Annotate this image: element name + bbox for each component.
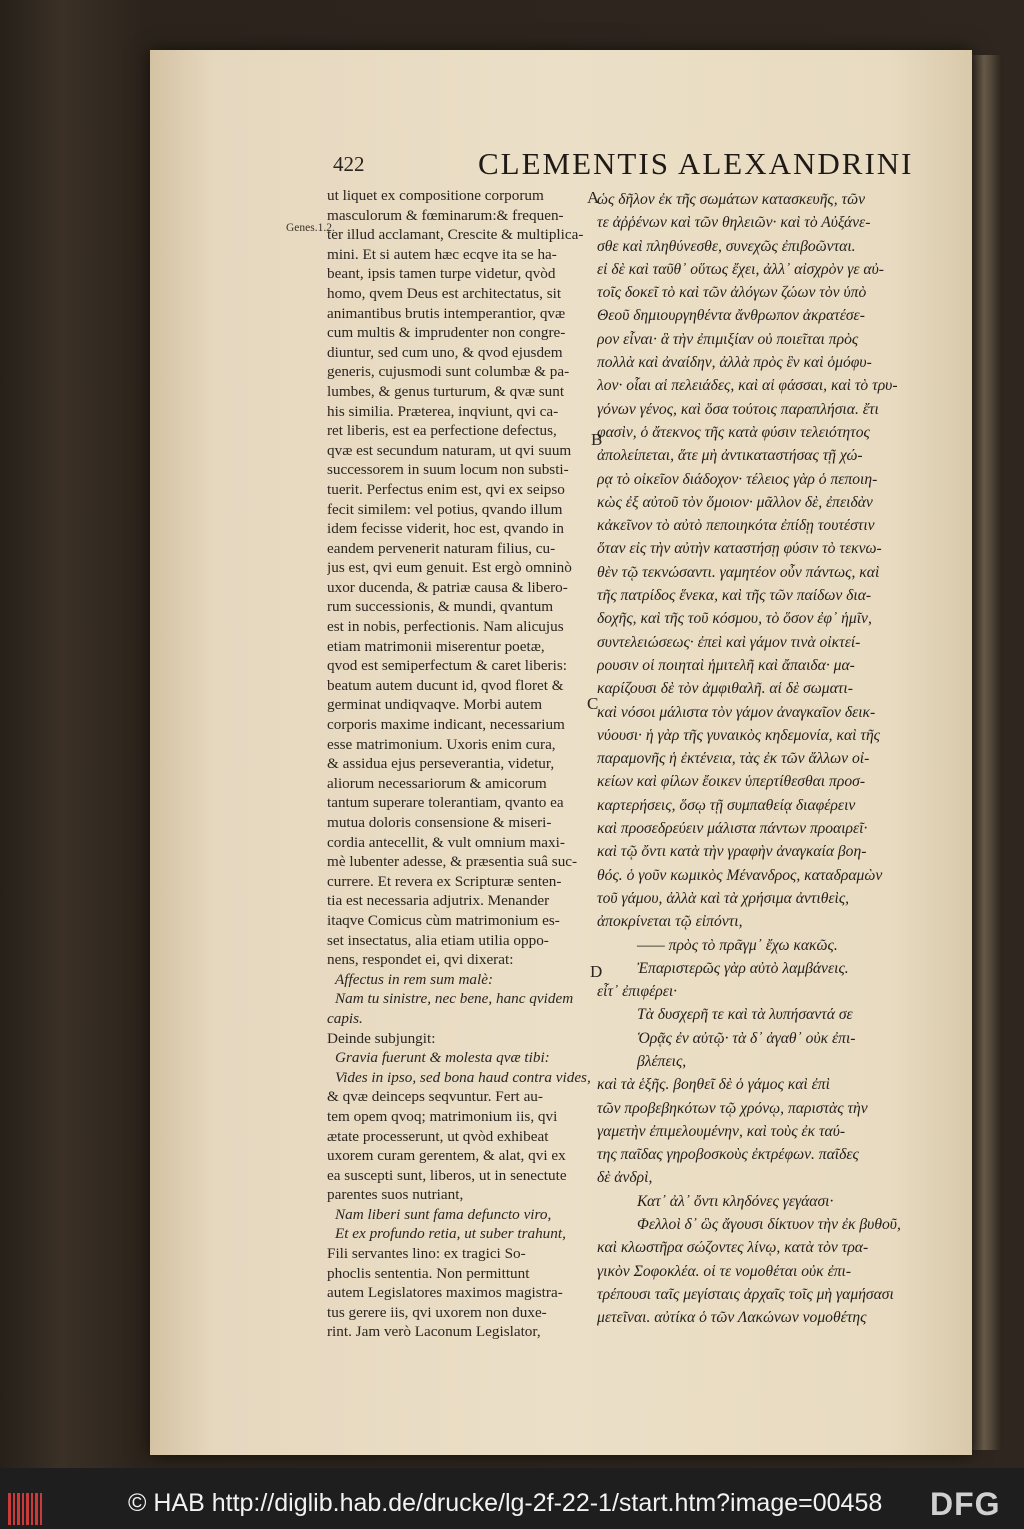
latin-line: cordia antecellit, & vult omnium maxi- (327, 833, 565, 851)
greek-line: δὲ ἀνδρὶ, (597, 1169, 653, 1187)
latin-line: mini. Et si autem hæc ecqve ita se ha- (327, 245, 557, 263)
greek-line: της παῖδας γηροβοσκοὺς ἐκτρέφων. παῖδες (597, 1146, 859, 1164)
latin-line: qvæ est secundum naturam, ut qvi suum (327, 441, 572, 459)
greek-line: λον· οἷαι αἱ πελειάδες, καὶ αἱ φάσσαι, καὶ τὸ τρυ- (597, 377, 898, 395)
latin-line: autem Legislatores maximos magistra- (327, 1284, 563, 1302)
greek-line: τοῖς δοκεῖ τὸ καὶ τῶν ἀλόγων ζώων τὸν ὑπὸ (597, 284, 867, 302)
latin-line: currere. Et revera ex Scripturæ senten- (327, 872, 562, 890)
latin-line: Vides in ipso, sed bona haud contra vides, (335, 1068, 591, 1086)
latin-line: nens, respondet ei, qvi dixerat: (327, 951, 514, 969)
latin-line: masculorum & fœminarum:& frequen- (327, 206, 564, 224)
greek-line: Κατ᾽ ἀλ᾽ ὄντι κληδόνες γεγάασι· (637, 1192, 834, 1210)
greek-line: καὶ κλωστῆρα σώζοντες λίνῳ, κατὰ τὸν τρα- (597, 1239, 869, 1257)
latin-line: esse matrimonium. Uxoris enim cura, (327, 735, 556, 753)
greek-line: καὶ τῷ ὄντι κατὰ τὴν γραφὴν ἀναγκαία βοη- (597, 843, 867, 861)
latin-line: cum multis & imprudenter non congre- (327, 324, 566, 342)
greek-line: θὲν τῷ τεκνώσαντι. γαμητέον οὖν πάντως, καὶ (597, 563, 880, 581)
latin-line: beatum autem ducunt id, qvod floret & (327, 676, 564, 694)
latin-line: tuerit. Perfectus enim est, qvi ex seipso (327, 480, 565, 498)
latin-line: rum successionis, & mundi, qvantum (327, 598, 554, 616)
greek-line: τῆς πατρίδος ἕνεκα, καὶ τῆς τῶν παίδων δια- (597, 587, 872, 605)
latin-line: qvod est semiperfectum & caret liberis: (327, 657, 567, 675)
barcode-logo-icon (8, 1493, 48, 1525)
greek-line: Ἐπαριστερῶς γὰρ αὐτὸ λαμβάνεις. (637, 959, 849, 977)
latin-line: & qvæ deinceps seqvuntur. Fert au- (327, 1088, 543, 1106)
greek-column (597, 188, 942, 1330)
greek-line: πολλὰ καὶ ἀναίδην, ἀλλὰ πρὸς ἓν καὶ ὁμόφυ- (597, 354, 872, 372)
greek-line: Θεοῦ δημιουργηθέντα ἄνθρωπον ἀκρατέσε- (597, 307, 865, 325)
greek-line: ὅταν εἰς τὴν αὐτὴν καταστήσῃ φύσιν τὸ τεκνω- (597, 540, 882, 558)
running-title: CLEMENTIS ALEXANDRINI (478, 146, 914, 181)
greek-line: Τὰ δυσχερῆ τε καὶ τὰ λυπήσαντά σε (637, 1006, 853, 1024)
dfg-logo: DFG (930, 1486, 1001, 1522)
latin-line: mutua doloris consensione & miseri- (327, 814, 552, 831)
latin-line: tia est necessaria adjutrix. Menander (327, 892, 550, 910)
greek-line: παραμονῆς ἡ ἐκτένεια, τὰς ἐκ τῶν ἄλλων οἰ- (597, 750, 870, 768)
latin-line: parentes suos nutriant, (327, 1186, 464, 1204)
greek-line: καὶ τὰ ἑξῆς. βοηθεῖ δὲ ὁ γάμος καὶ ἐπὶ (597, 1076, 830, 1094)
latin-line: ut liquet ex compositione corporum (327, 187, 544, 204)
latin-line: uxor ducenda, & patriæ causa & libero- (327, 578, 568, 596)
latin-line: idem fecisse viderit, hoc est, qvando in (327, 520, 565, 538)
latin-line: fecit similem: vel potius, qvando illum (327, 500, 563, 518)
greek-line: γόνων γένος, καὶ ὅσα τούτοις παραπλήσια. ἔτι (597, 400, 879, 418)
latin-line: etiam matrimonii miserentur poetæ, (327, 637, 545, 655)
latin-line: beant, ipsis tamen turpe videtur, qvòd (327, 265, 556, 283)
latin-line: animantibus brutis intemperantior, qvæ (327, 304, 566, 322)
greek-line: κὼς ἐξ αὐτοῦ τὸν ὅμοιον· μᾶλλον δὲ, ἐπειδὰν (597, 493, 873, 511)
greek-line: καρτερήσεις, ὅσῳ τῇ συμπαθείᾳ διαφέρειν (597, 796, 856, 814)
greek-line: μετεῖναι. αὐτίκα ὁ τῶν Λακώνων νομοθέτης (597, 1309, 867, 1327)
greek-line: τοῦ γάμου, ἀλλὰ καὶ τὰ χρήσιμα ἀντιθεὶς, (597, 889, 850, 907)
latin-line: tem opem qvoq; matrimonium iis, qvi (327, 1107, 558, 1125)
greek-line: ἀποκρίνεται τῷ εἰπόντι, (597, 913, 743, 931)
latin-line: corporis maxime indicant, necessarium (327, 716, 565, 734)
greek-line: ὡς δῆλον ἐκ τῆς σωμάτων κατασκευῆς, τῶν (597, 191, 866, 208)
latin-line: his similia. Præterea, inqviunt, qvi ca- (327, 402, 559, 420)
latin-line: Gravia fuerunt & molesta qvæ tibi: (335, 1049, 550, 1067)
greek-line: Φελλοὶ δ᾽ ὣς ἄγουσι δίκτυον τὴν ἐκ βυθοῦ, (637, 1216, 901, 1234)
copyright-link[interactable]: © HAB http://diglib.hab.de/drucke/lg-2f-22-1/start.htm?image=00458 (128, 1489, 883, 1517)
latin-line: generis, cujusmodi sunt columbæ & pa- (327, 363, 570, 381)
greek-line: τρέπουσι ταῖς μεγίσταις ἀρχαῖς τοῖς μὴ γαμήσασι (597, 1285, 894, 1303)
latin-line: uxorem curam gerentem, & alat, qvi ex (327, 1147, 566, 1165)
latin-line: diuntur, sed cum uno, & qvod ejusdem (327, 343, 563, 361)
margin-reference: Genes.1.2. (286, 222, 335, 234)
latin-line: itaqve Comicus cùm matrimonium es- (327, 911, 560, 929)
greek-line: γικὸν Σοφοκλέα. οἱ τε νομοθέται οὐκ ἐπι- (597, 1262, 852, 1280)
latin-line: ret liberis, est ea perfectione defectus, (327, 422, 557, 440)
section-marker-b: B (591, 430, 603, 449)
greek-line: —— πρὸς τὸ πρᾶγμ᾽ ἔχω κακῶς. (637, 936, 838, 954)
greek-line: γαμετὴν ἐπιμελουμένην, καὶ τοὺς ἐκ ταύ- (597, 1122, 846, 1140)
latin-line: mè lubenter adesse, & præsentia suâ suc- (327, 853, 578, 871)
greek-line: θός. ὁ γοῦν κωμικὸς Μένανδρος, καταδραμὼν (597, 866, 883, 884)
greek-line: βλέπεις, (637, 1052, 687, 1070)
latin-line: Deinde subjungit: (327, 1029, 436, 1047)
latin-column (327, 186, 595, 1342)
latin-line: Nam tu sinistre, nec bene, hanc qvidem (335, 990, 574, 1008)
greek-line: συντελειώσεως· ἐπεὶ καὶ γάμον τινὰ οἰκτεί- (597, 633, 861, 651)
latin-line: ea suscepti sunt, liberos, ut in senectute (327, 1166, 567, 1184)
latin-line: set insectatus, alia etiam utilia oppo- (327, 931, 549, 949)
greek-line: νύουσι· ἡ γὰρ τῆς γυναικὸς κηδεμονία, καὶ τῆς (597, 726, 881, 744)
greek-line: δοχῆς, καὶ τῆς τοῦ κόσμου, τὸ ὅσον ἐφ᾽ ἡμῖν, (597, 610, 872, 628)
greek-line: Ὁρᾷς ἐν αὐτῷ· τὰ δ᾽ ἀγαθ᾽ οὐκ ἐπι- (637, 1029, 856, 1047)
latin-line: est in nobis, perfectionis. Nam alicujus (327, 618, 564, 636)
latin-line: rint. Jam verò Laconum Legislator, (327, 1323, 541, 1341)
greek-line: φασὶν, ὁ ἄτεκνος τῆς κατὰ φύσιν τελειότητος (597, 423, 870, 441)
greek-line: τε ἀῤῥένων καὶ τῶν θηλειῶν· καὶ τὸ Αὐξάνε- (597, 214, 871, 232)
latin-line: Nam liberi sunt fama defuncto viro, (335, 1205, 552, 1223)
latin-line: Et ex profundo retia, ut suber trahunt, (335, 1225, 566, 1243)
latin-line: jus est, qvi eum genuit. Est ergò omninò (327, 559, 572, 577)
latin-line: lumbes, & genus turturum, & qvæ sunt (327, 382, 565, 400)
latin-line: Affectus in rem sum malè: (335, 970, 494, 988)
latin-line: tantum superare tolerantiam, qvanto ea (327, 794, 564, 812)
greek-line: κείων καὶ φίλων ἔοικεν ὑπερτίθεσθαι προσ- (597, 773, 866, 791)
latin-line: germinat undiqvaqve. Morbi autem (327, 696, 543, 714)
greek-line: τῶν προβεβηκότων τῷ χρόνῳ, παριστὰς τὴν (597, 1099, 868, 1117)
next-page-edge (972, 55, 1002, 1450)
page-number: 422 (333, 152, 365, 176)
greek-line: καὶ προσεδρεύειν μάλιστα πάντων προαιρεῖ· (597, 820, 868, 838)
greek-line: ρον εἶναι· ἃ τὴν ἐπιμιξίαν οὐ ποιεῖται πρὸς (597, 330, 859, 348)
greek-line: καὶ νόσοι μάλιστα τὸν γάμον ἀναγκαῖον δεικ- (597, 703, 876, 721)
greek-line: ρᾳ τὸ οἰκεῖον διάδοχον· τέλειος γὰρ ὁ πεποιη- (597, 470, 878, 488)
greek-line: εἶτ᾽ ἐπιφέρει· (597, 983, 678, 1001)
greek-line: εἰ δὲ καὶ ταῦθ᾽ οὕτως ἔχει, ἀλλ᾽ αἰσχρὸν γε αὐ- (597, 260, 884, 278)
latin-line: Fili servantes lino: ex tragici So- (327, 1245, 526, 1263)
latin-line: aliorum necessariorum & amicorum (327, 774, 547, 792)
section-marker-c: C (587, 694, 599, 713)
latin-line: & assidua ejus perseverantia, videtur, (327, 755, 555, 773)
greek-line: κἀκεῖνον τὸ αὐτὸ πεποιηκότα ἐπίδῃ τουτέστιν (597, 517, 875, 535)
greek-line: καρίζουσι δὲ τὸν ἀμφιθαλῆ. αἱ δὲ σωματι- (597, 680, 853, 698)
section-marker-d: D (590, 962, 603, 981)
latin-line: eandem pervenerit naturam filius, cu- (327, 539, 556, 557)
section-marker-a: A (587, 188, 600, 207)
latin-line: tus gerere iis, qvi uxorem non duxe- (327, 1303, 547, 1321)
latin-line: ætate processerunt, ut qvòd exhibeat (327, 1127, 549, 1145)
latin-line: successorem in suum locum non substi- (327, 461, 569, 479)
greek-line: σθε καὶ πληθύνεσθε, συνεχῶς ἐπιβοῶνται. (597, 237, 856, 255)
latin-line: ter illud acclamant, Crescite & multiplica- (327, 226, 584, 244)
latin-line: capis. (327, 1009, 363, 1027)
latin-line: phoclis sententia. Non permittunt (327, 1264, 530, 1282)
greek-line: ρουσιν οἱ ποιηταὶ ἡμιτελῆ καὶ ἄπαιδα· μα- (597, 656, 855, 674)
latin-line: homo, qvem Deus est architectatus, sit (327, 284, 562, 302)
greek-line: ἀπολείπεται, ἅτε μὴ ἀντικαταστήσας τῇ χώ- (597, 447, 863, 465)
